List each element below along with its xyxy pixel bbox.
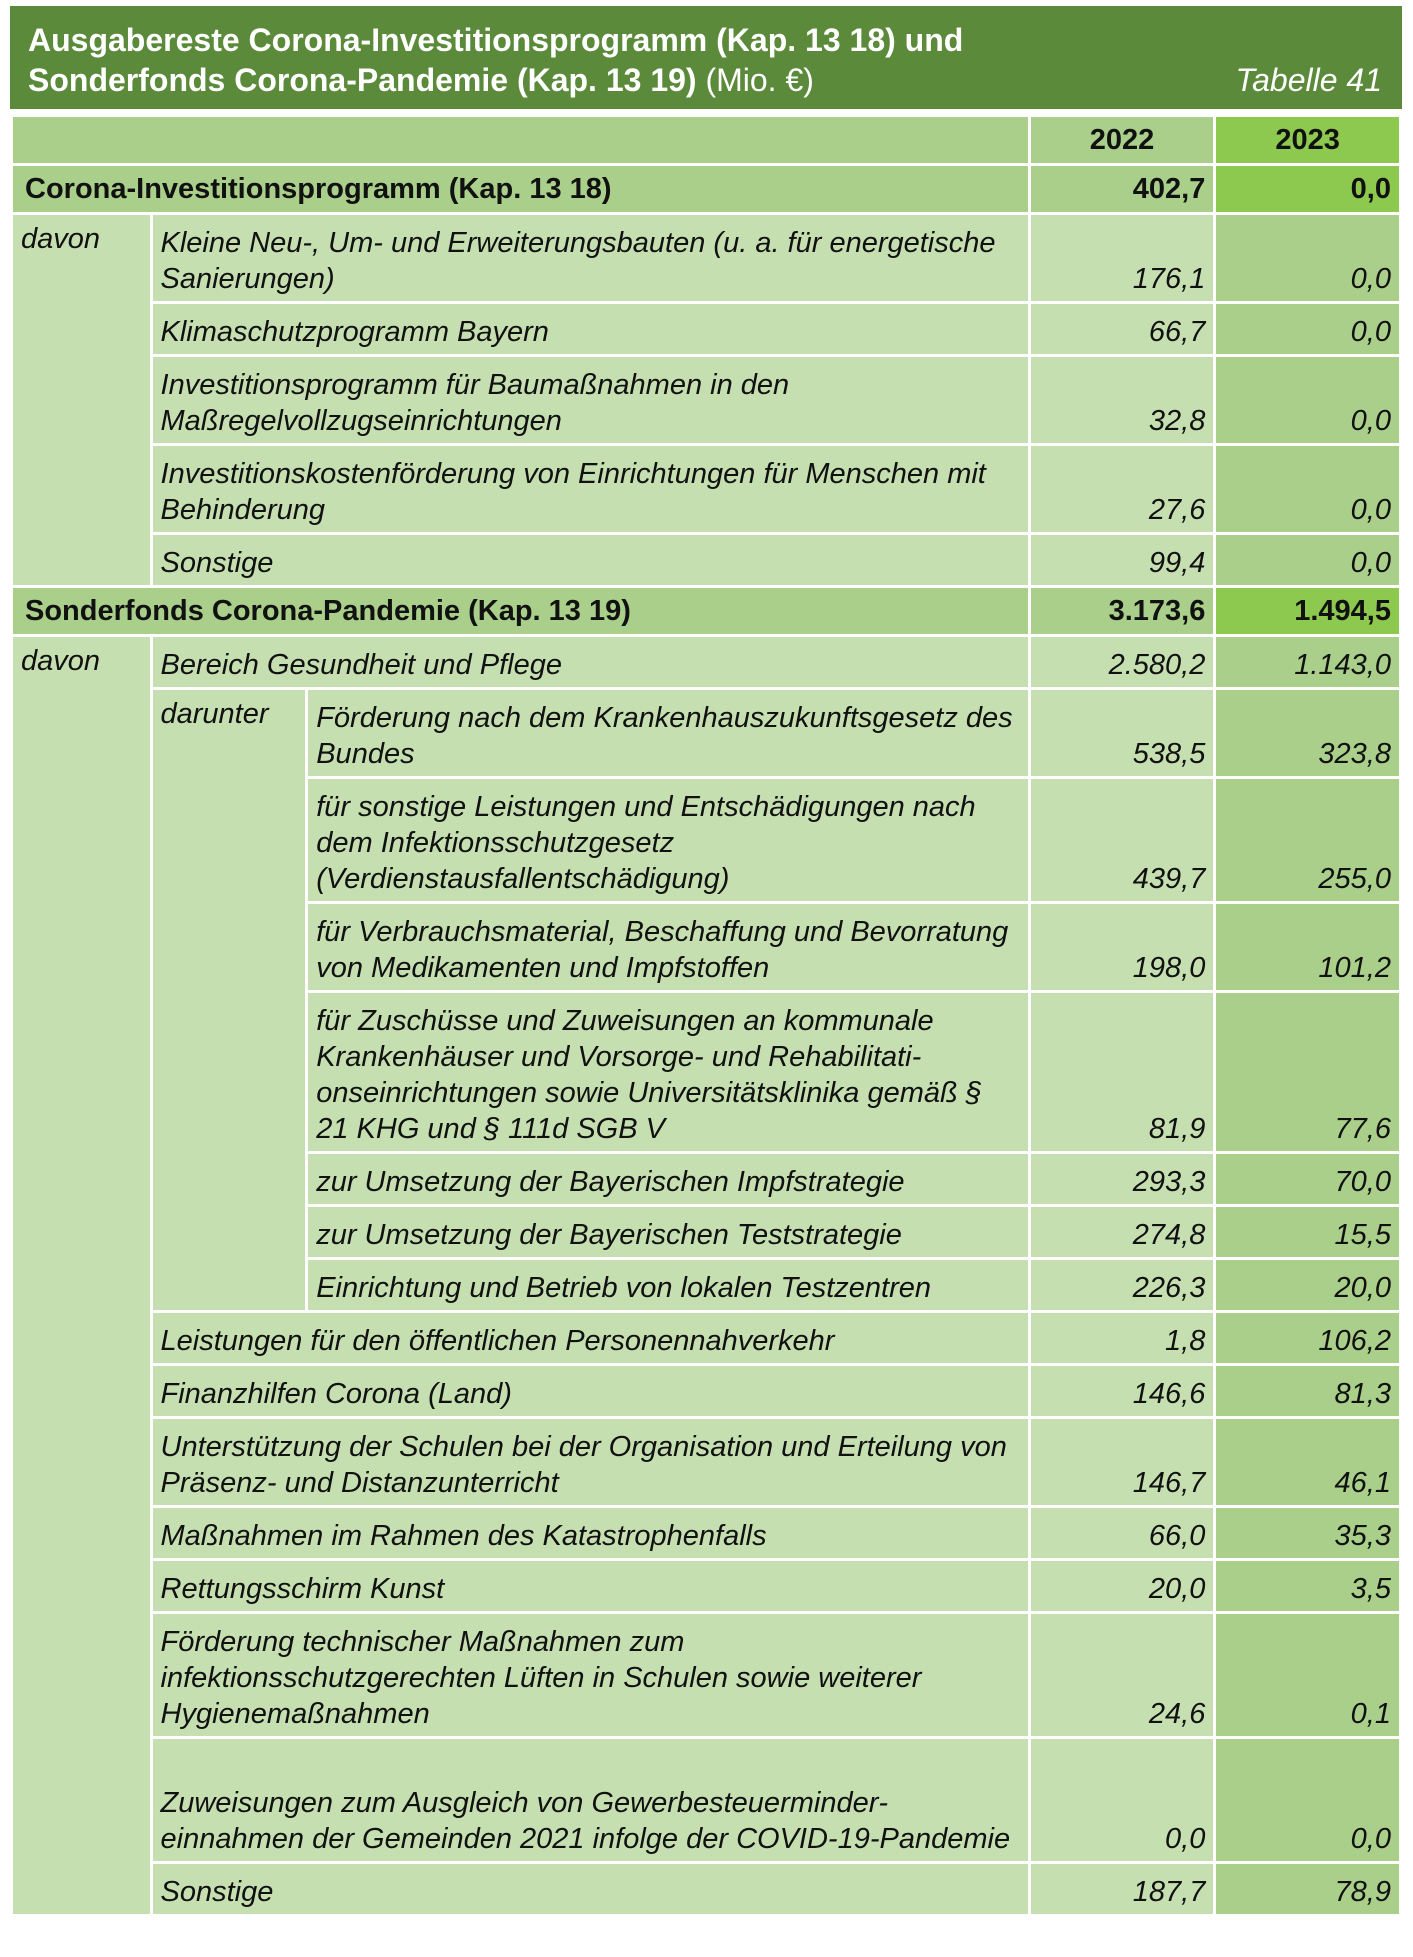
row-value-2022: 146,7 (1029, 1418, 1215, 1507)
row-value-2023: 0,0 (1215, 356, 1401, 445)
table-row (12, 303, 1401, 356)
table-title-line2-bold: Sonderfonds Corona-Pandemie (Kap. 13 19) (28, 62, 697, 98)
row-value-2022: 32,8 (1029, 356, 1215, 445)
row-label: zur Umsetzung der Bayerischen Teststrategie (307, 1206, 1030, 1259)
row-label: Sonstige (151, 534, 1029, 587)
row-label: Maßnahmen im Rahmen des Katastrophenfalls (151, 1507, 1029, 1560)
section-value-2023: 1.494,5 (1215, 587, 1401, 636)
row-label: Rettungsschirm Kunst (151, 1560, 1029, 1613)
table-title-line2 (28, 62, 814, 99)
table-row (12, 1613, 1401, 1738)
section-title: Corona-Investitionsprogramm (Kap. 13 18) (12, 165, 1030, 214)
row-value-2022: 66,7 (1029, 303, 1215, 356)
section-row-investitionsprogramm (12, 165, 1401, 214)
davon-label: davon (12, 636, 152, 1916)
row-label: Sonstige (151, 1863, 1029, 1916)
table-row (12, 1312, 1401, 1365)
row-label: Förderung nach dem Krankenhauszukunftsgesetz des Bundes (307, 689, 1030, 778)
row-value-2022: 538,5 (1029, 689, 1215, 778)
row-label: zur Umsetzung der Bayerischen Impfstrategie (307, 1153, 1030, 1206)
row-value-2022: 0,0 (1029, 1738, 1215, 1863)
row-label: für sonstige Leistungen und Entschädigungen nach dem Infektionsschutzgesetz (Verdienstausfallentschädigung) (307, 778, 1030, 903)
section-title: Sonderfonds Corona-Pandemie (Kap. 13 19) (12, 587, 1030, 636)
row-value-2022: 226,3 (1029, 1259, 1215, 1312)
row-value-2023: 20,0 (1215, 1259, 1401, 1312)
budget-table (10, 114, 1402, 1917)
table-header-banner (10, 6, 1402, 109)
row-value-2023: 0,0 (1215, 1738, 1401, 1863)
row-value-2023: 15,5 (1215, 1206, 1401, 1259)
row-label: Kleine Neu-, Um- und Erweiterungsbauten (u. a. für energetische Sanierungen) (151, 214, 1029, 303)
row-value-2023: 323,8 (1215, 689, 1401, 778)
row-value-2023: 46,1 (1215, 1418, 1401, 1507)
section-row-sonderfonds (12, 587, 1401, 636)
table-row (12, 1507, 1401, 1560)
davon-label: davon (12, 214, 152, 587)
darunter-label: darunter (151, 689, 307, 1312)
row-value-2023: 101,2 (1215, 903, 1401, 992)
row-value-2022: 1,8 (1029, 1312, 1215, 1365)
row-value-2023: 1.143,0 (1215, 636, 1401, 689)
row-value-2022: 293,3 (1029, 1153, 1215, 1206)
row-value-2022: 24,6 (1029, 1613, 1215, 1738)
row-value-2022: 146,6 (1029, 1365, 1215, 1418)
row-value-2022: 2.580,2 (1029, 636, 1215, 689)
row-label: Unterstützung der Schulen bei der Organisation und Erteilung von Präsenz- und Distanzunterricht (151, 1418, 1029, 1507)
table-row (12, 356, 1401, 445)
row-value-2022: 198,0 (1029, 903, 1215, 992)
table-row (12, 1863, 1401, 1916)
table-row (12, 1365, 1401, 1418)
table-row (12, 445, 1401, 534)
row-value-2023: 0,0 (1215, 534, 1401, 587)
table-title-line1: Ausgabereste Corona-Investitionsprogramm (Kap. 13 18) und (28, 22, 964, 58)
row-label: Förderung technischer Maßnahmen zum infektionsschutzgerechten Lüften in Schulen sowie weiterer Hygienemaßnahmen (151, 1613, 1029, 1738)
row-value-2022: 274,8 (1029, 1206, 1215, 1259)
row-value-2022: 66,0 (1029, 1507, 1215, 1560)
row-value-2022: 20,0 (1029, 1560, 1215, 1613)
row-value-2022: 81,9 (1029, 992, 1215, 1153)
row-value-2022: 187,7 (1029, 1863, 1215, 1916)
row-value-2023: 81,3 (1215, 1365, 1401, 1418)
row-value-2023: 106,2 (1215, 1312, 1401, 1365)
unit-label: (Mio. €) (705, 62, 814, 98)
row-label: für Zuschüsse und Zuweisungen an kommunale Krankenhäuser und Vorsorge- und Rehabilitationseinrichtungen sowie Universitätsklinika gemäß § 21 KHG und § 111d SGB V (307, 992, 1030, 1153)
table-row (12, 534, 1401, 587)
row-value-2023: 77,6 (1215, 992, 1401, 1153)
row-value-2023: 0,0 (1215, 303, 1401, 356)
row-label: Leistungen für den öffentlichen Personennahverkehr (151, 1312, 1029, 1365)
row-label: Einrichtung und Betrieb von lokalen Testzentren (307, 1259, 1030, 1312)
row-label: Investitionskostenförderung von Einrichtungen für Menschen mit Behinderung (151, 445, 1029, 534)
row-value-2023: 0,0 (1215, 445, 1401, 534)
column-header-row (12, 116, 1401, 165)
row-value-2023: 255,0 (1215, 778, 1401, 903)
row-value-2023: 3,5 (1215, 1560, 1401, 1613)
table-row (12, 689, 1401, 778)
row-label: Klimaschutzprogramm Bayern (151, 303, 1029, 356)
row-label: Zuweisungen zum Ausgleich von Gewerbesteuermindereinnahmen der Gemeinden 2021 infolge der COVID-19-Pandemie (151, 1738, 1029, 1863)
table-row (12, 1418, 1401, 1507)
row-value-2022: 439,7 (1029, 778, 1215, 903)
table-row (12, 214, 1401, 303)
row-value-2023: 0,0 (1215, 214, 1401, 303)
column-header-blank (12, 116, 1030, 165)
table-row (12, 636, 1401, 689)
table-row (12, 1738, 1401, 1863)
row-value-2022: 176,1 (1029, 214, 1215, 303)
row-value-2023: 70,0 (1215, 1153, 1401, 1206)
row-value-2023: 0,1 (1215, 1613, 1401, 1738)
row-label: Bereich Gesundheit und Pflege (151, 636, 1029, 689)
column-header-2022: 2022 (1029, 116, 1215, 165)
section-value-2023: 0,0 (1215, 165, 1401, 214)
row-label: für Verbrauchsmaterial, Beschaffung und Bevorratung von Medikamenten und Impfstoffen (307, 903, 1030, 992)
row-label: Investitionsprogramm für Baumaßnahmen in den Maßregelvollzugseinrichtungen (151, 356, 1029, 445)
section-value-2022: 402,7 (1029, 165, 1215, 214)
row-value-2023: 78,9 (1215, 1863, 1401, 1916)
row-value-2022: 27,6 (1029, 445, 1215, 534)
row-label: Finanzhilfen Corona (Land) (151, 1365, 1029, 1418)
row-value-2023: 35,3 (1215, 1507, 1401, 1560)
table-row (12, 1560, 1401, 1613)
column-header-2023: 2023 (1215, 116, 1401, 165)
row-value-2022: 99,4 (1029, 534, 1215, 587)
section-value-2022: 3.173,6 (1029, 587, 1215, 636)
table-number-label: Tabelle 41 (1235, 62, 1382, 98)
